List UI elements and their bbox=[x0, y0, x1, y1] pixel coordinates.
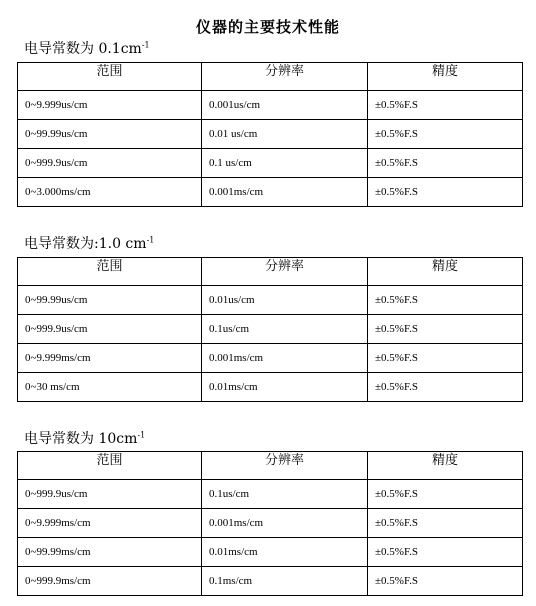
cell-resolution: 0.001us/cm bbox=[202, 91, 368, 120]
page-title: 仪器的主要技术性能 bbox=[195, 18, 340, 36]
header-range: 范围 bbox=[18, 452, 202, 480]
cell-range: 0~99.99ms/cm bbox=[18, 538, 202, 567]
section-label-1 bbox=[24, 40, 150, 58]
cell-resolution: 0.001ms/cm bbox=[202, 178, 368, 207]
cell-range: 0~99.99us/cm bbox=[18, 120, 202, 149]
section-label-exponent: -1 bbox=[141, 40, 150, 50]
table-row bbox=[18, 91, 523, 120]
table-row bbox=[18, 120, 523, 149]
table-row bbox=[18, 538, 523, 567]
table-row bbox=[18, 480, 523, 509]
cell-accuracy: ±0.5%F.S bbox=[368, 178, 523, 207]
cell-resolution: 0.01us/cm bbox=[202, 286, 368, 315]
cell-resolution: 0.1us/cm bbox=[202, 480, 368, 509]
table-row bbox=[18, 149, 523, 178]
header-resolution: 分辨率 bbox=[202, 452, 368, 480]
cell-accuracy: ±0.5%F.S bbox=[368, 315, 523, 344]
table-row bbox=[18, 178, 523, 207]
header-range: 范围 bbox=[18, 258, 202, 286]
cell-accuracy: ±0.5%F.S bbox=[368, 480, 523, 509]
cell-resolution: 0.001ms/cm bbox=[202, 509, 368, 538]
section-label-exponent: -1 bbox=[137, 430, 146, 440]
header-accuracy: 精度 bbox=[368, 452, 523, 480]
cell-accuracy: ±0.5%F.S bbox=[368, 344, 523, 373]
cell-accuracy: ±0.5%F.S bbox=[368, 567, 523, 596]
cell-resolution: 0.1 us/cm bbox=[202, 149, 368, 178]
table-header-row bbox=[18, 63, 523, 91]
cell-accuracy: ±0.5%F.S bbox=[368, 373, 523, 402]
table-row bbox=[18, 286, 523, 315]
cell-range: 0~999.9us/cm bbox=[18, 315, 202, 344]
header-accuracy: 精度 bbox=[368, 258, 523, 286]
cell-range: 0~9.999us/cm bbox=[18, 91, 202, 120]
cell-resolution: 0.1ms/cm bbox=[202, 567, 368, 596]
table-row bbox=[18, 567, 523, 596]
section-label-text: 电导常数为:1.0 cm bbox=[24, 236, 147, 252]
table-row bbox=[18, 315, 523, 344]
cell-range: 0~9.999ms/cm bbox=[18, 344, 202, 373]
header-accuracy: 精度 bbox=[368, 63, 523, 91]
cell-resolution: 0.01ms/cm bbox=[202, 538, 368, 567]
table-header-row bbox=[18, 452, 523, 480]
cell-range: 0~99.99us/cm bbox=[18, 286, 202, 315]
table-row bbox=[18, 344, 523, 373]
cell-resolution: 0.01ms/cm bbox=[202, 373, 368, 402]
cell-range: 0~3.000ms/cm bbox=[18, 178, 202, 207]
spec-table-3 bbox=[17, 451, 523, 596]
cell-range: 0~999.9us/cm bbox=[18, 480, 202, 509]
section-label-text: 电导常数为 0.1cm bbox=[24, 41, 142, 57]
header-resolution: 分辨率 bbox=[202, 63, 368, 91]
cell-accuracy: ±0.5%F.S bbox=[368, 286, 523, 315]
cell-resolution: 0.001ms/cm bbox=[202, 344, 368, 373]
section-label-exponent: -1 bbox=[146, 235, 155, 245]
header-resolution: 分辨率 bbox=[202, 258, 368, 286]
cell-range: 0~30 ms/cm bbox=[18, 373, 202, 402]
cell-resolution: 0.1us/cm bbox=[202, 315, 368, 344]
cell-range: 0~999.9ms/cm bbox=[18, 567, 202, 596]
section-label-text: 电导常数为 10cm bbox=[24, 431, 138, 447]
cell-accuracy: ±0.5%F.S bbox=[368, 91, 523, 120]
cell-accuracy: ±0.5%F.S bbox=[368, 538, 523, 567]
section-label-2 bbox=[24, 235, 154, 253]
table-header-row bbox=[18, 258, 523, 286]
cell-resolution: 0.01 us/cm bbox=[202, 120, 368, 149]
cell-accuracy: ±0.5%F.S bbox=[368, 509, 523, 538]
spec-table-1 bbox=[17, 62, 523, 207]
cell-range: 0~999.9us/cm bbox=[18, 149, 202, 178]
spec-table-2 bbox=[17, 257, 523, 402]
table-row bbox=[18, 509, 523, 538]
section-label-3 bbox=[24, 430, 145, 448]
cell-range: 0~9.999ms/cm bbox=[18, 509, 202, 538]
cell-accuracy: ±0.5%F.S bbox=[368, 120, 523, 149]
table-row bbox=[18, 373, 523, 402]
cell-accuracy: ±0.5%F.S bbox=[368, 149, 523, 178]
header-range: 范围 bbox=[18, 63, 202, 91]
